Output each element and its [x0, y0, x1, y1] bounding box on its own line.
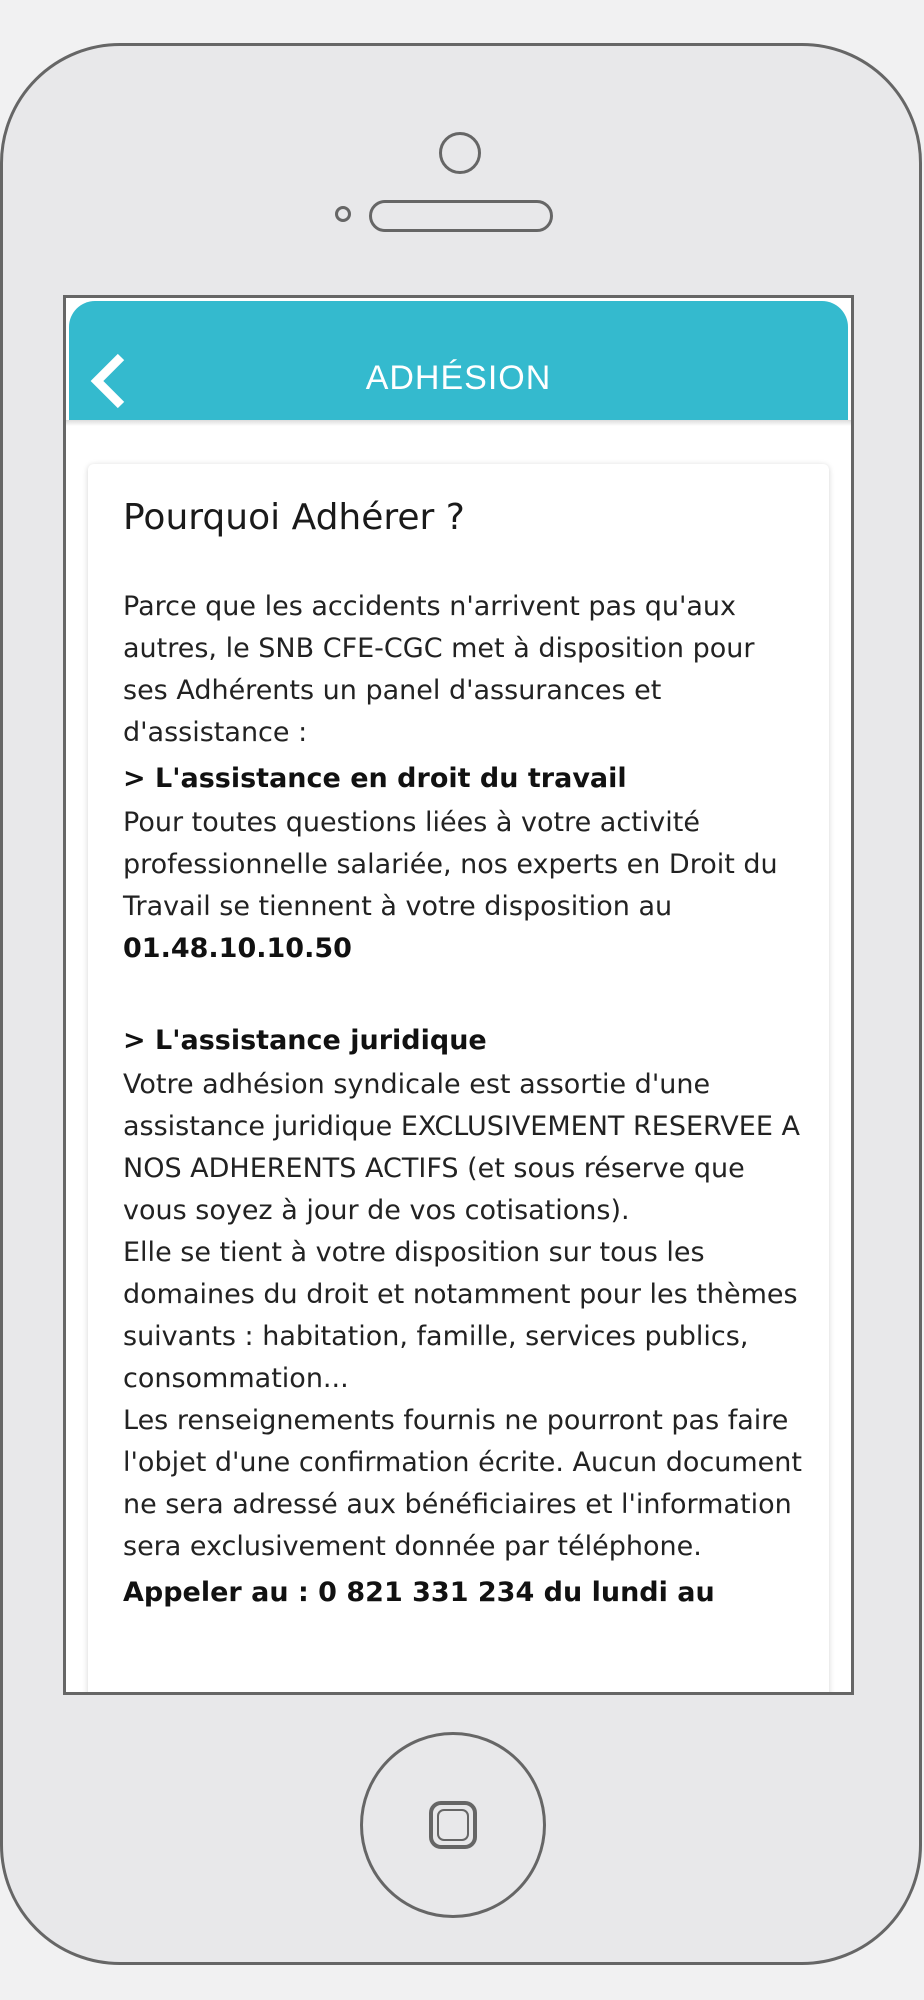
home-button[interactable]	[360, 1732, 546, 1918]
content-card	[88, 464, 829, 1695]
labor-law-text: Pour toutes questions liées à votre activité professionnelle salariée, nos experts en Droit du Travail se tiennent à votre disposition au	[123, 807, 778, 922]
home-button-icon	[429, 1801, 477, 1849]
header-shadow	[66, 420, 851, 426]
app-screen	[63, 295, 854, 1695]
card-heading: Pourquoi Adhérer ?	[123, 497, 465, 538]
section-title-labor-law: > L'assistance en droit du travail	[123, 763, 627, 794]
section-title-legal: > L'assistance juridique	[123, 1025, 487, 1056]
legal-paragraph-2: Elle se tient à votre disposition sur tous les domaines du droit et notamment pour les thèmes suivants : habitation, famille, services publics, consommation...	[123, 1237, 798, 1394]
app-header	[69, 301, 848, 420]
legal-paragraph-3: Les renseignements fournis ne pourront pas faire l'objet d'une confirmation écrite. Aucun document ne sera adressé aux bénéficiaires et l'information sera exclusivement donnée par téléphone.	[123, 1405, 802, 1562]
legal-call-line: Appeler au : 0 821 331 234 du lundi au	[123, 1577, 715, 1608]
spacer	[123, 970, 803, 1016]
camera-icon	[439, 132, 481, 174]
section-text-labor-law	[123, 802, 803, 970]
labor-law-phone[interactable]: 01.48.10.10.50	[123, 933, 352, 964]
legal-paragraph-1: Votre adhésion syndicale est assortie d'une assistance juridique EXCLUSIVEMENT RESERVEE A NOS ADHERENTS ACTIFS (et sous réserve que vous soyez à jour de vos cotisations).	[123, 1069, 800, 1226]
card-content	[123, 496, 803, 1616]
page-title: ADHÉSION	[365, 359, 552, 397]
speaker-icon	[369, 200, 553, 232]
sensor-icon	[335, 206, 351, 222]
intro-text: Parce que les accidents n'arrivent pas qu'aux autres, le SNB CFE-CGC met à disposition pour ses Adhérents un panel d'assurances et d'assistance :	[123, 591, 755, 748]
